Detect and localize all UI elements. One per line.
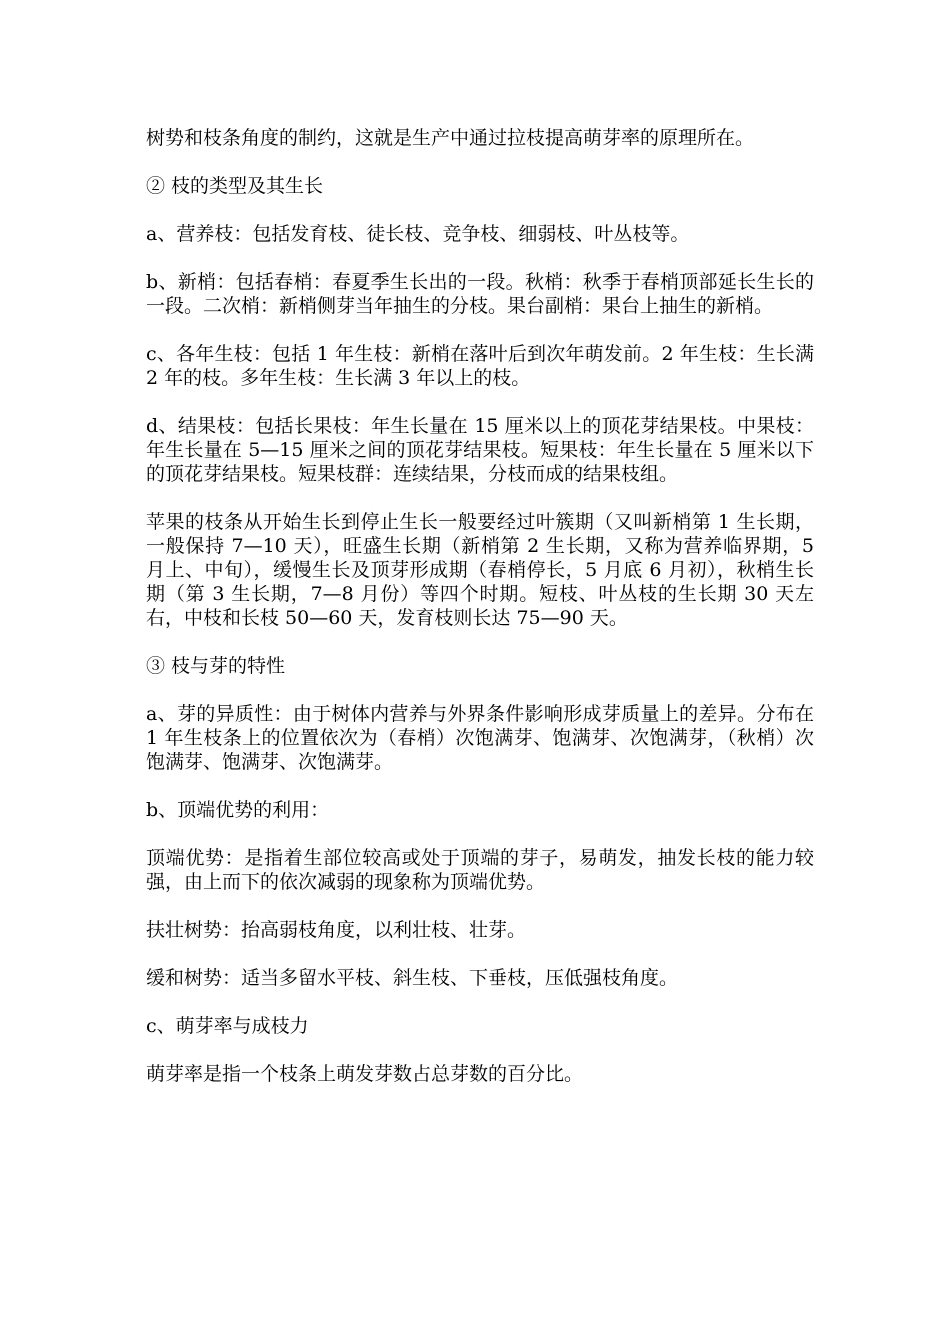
paragraph-new-shoot: b、新梢：包括春梢：春夏季生长出的一段。秋梢：秋季于春梢顶部延长生长的一段。二次梢：新梢侧芽当年抽生的分枝。果台副梢：果台上抽生的新梢。 [146,271,814,317]
document-page [146,126,814,1110]
paragraph-apical-dominance-definition: 顶端优势：是指着生部位较高或处于顶端的芽子，易萌发，抽发长枝的能力较强，由上而下的依次减弱的现象称为顶端优势。 [146,847,814,893]
paragraph-growth-periods: 苹果的枝条从开始生长到停止生长一般要经过叶簇期（又叫新梢第 1 生长期，一般保持 7—10 天），旺盛生长期（新梢第 2 生长期，又称为营养临界期，5 月上、中旬），缓慢生长及顶芽形成期（春梢停长，5 月底 6 月初），秋梢生长期（第 3 生长期，7—8 月份）等四个时期。短枝、叶丛枝的生长期 30 天左右，中枝和长枝 50—60 天，发育枝则长达 75—90 天。 [146,511,814,629]
paragraph-apical-dominance-heading: b、顶端优势的利用： [146,799,330,821]
paragraph-sprouting-rate-heading: c、萌芽率与成枝力 [146,1015,309,1037]
paragraph-fruiting-branch: d、结果枝：包括长果枝：年生长量在 15 厘米以上的顶花芽结果枝。中果枝：年生长量在 5—15 厘米之间的顶花芽结果枝。短果枝：年生长量在 5 厘米以下的顶花芽结果枝。短果枝群：连续结果，分枝而成的结果枝组。 [146,415,814,485]
section-heading-branch-bud-traits: ③ 枝与芽的特性 [146,655,286,677]
paragraph-moderate-tree: 缓和树势：适当多留水平枝、斜生枝、下垂枝，压低强枝角度。 [146,967,679,989]
paragraph-continuation: 树势和枝条角度的制约，这就是生产中通过拉枝提高萌芽率的原理所在。 [146,127,755,149]
paragraph-annual-branch: c、各年生枝：包括 1 年生枝：新梢在落叶后到次年萌发前。2 年生枝：生长满 2 年的枝。多年生枝：生长满 3 年以上的枝。 [146,343,814,389]
paragraph-bud-heterogeneity: a、芽的异质性：由于树体内营养与外界条件影响形成芽质量上的差异。分布在 1 年生枝条上的位置依次为（春梢）次饱满芽、饱满芽、次饱满芽，（秋梢）次饱满芽、饱满芽、次饱满芽。 [146,703,814,773]
paragraph-strengthen-tree: 扶壮树势：抬高弱枝角度，以利壮枝、壮芽。 [146,919,527,941]
paragraph-vegetative-branch: a、营养枝：包括发育枝、徒长枝、竞争枝、细弱枝、叶丛枝等。 [146,223,690,245]
paragraph-sprouting-rate-definition: 萌芽率是指一个枝条上萌发芽数占总芽数的百分比。 [146,1063,584,1085]
section-heading-branch-types: ② 枝的类型及其生长 [146,175,324,197]
